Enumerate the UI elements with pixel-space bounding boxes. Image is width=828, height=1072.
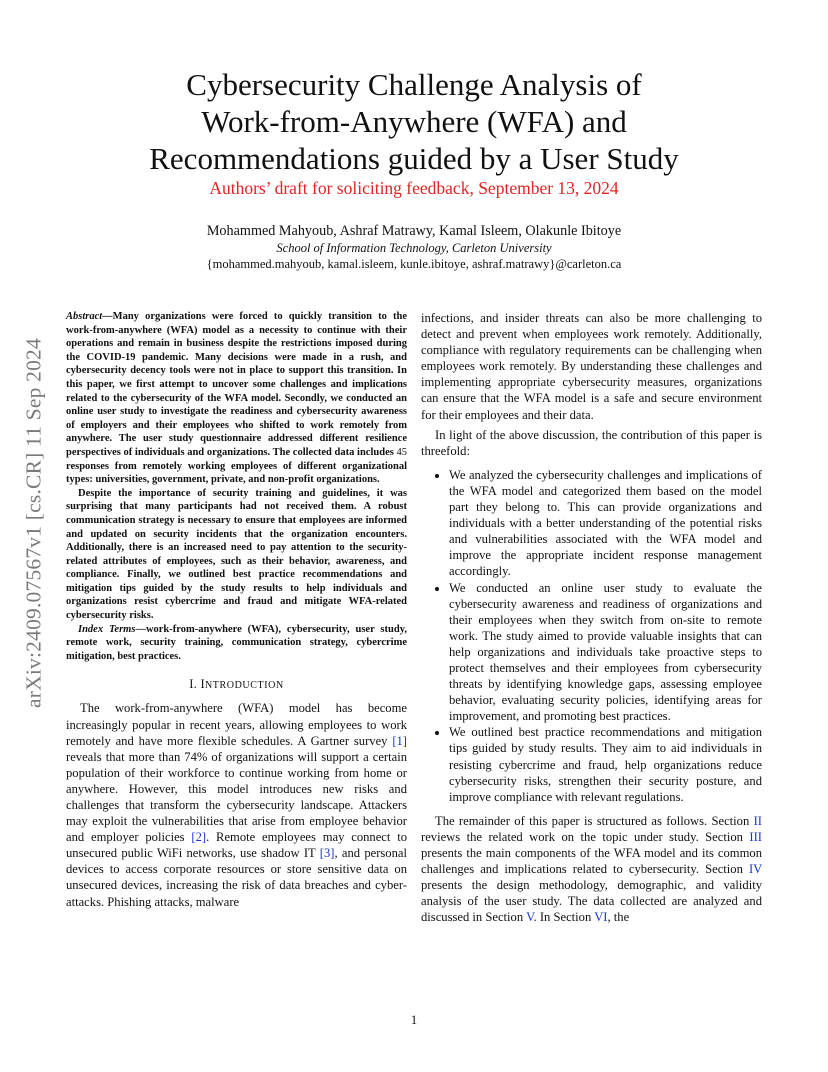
intro-text: The work-from-anywhere (WFA) model has become increasingly popular in recent years, allowing employees to work remotely and have more flexible schedules. A Gartner survey xyxy=(66,701,407,748)
title-line: Cybersecurity Challenge Analysis of xyxy=(186,67,642,102)
draft-subtitle: Authors’ draft for soliciting feedback, September 13, 2024 xyxy=(209,178,619,198)
left-column xyxy=(66,310,407,910)
list-item: • We outlined best practice recommendations and mitigation tips guided by study results. They aim to aid individuals in resisting cybercrime and fraud, help organizations reduce cybersecurity risks, strengthen their security posture, and improve compliance with relevant regulations. xyxy=(449,724,762,804)
intro-paragraph xyxy=(66,700,407,909)
page-number: 1 xyxy=(410,1013,418,1027)
abstract-text: responses from remotely working employees of different organizational types: universities, government, private, and non-profit organizations. xyxy=(66,460,407,486)
citation-link[interactable]: [3] xyxy=(319,846,335,861)
structure-text: presents the main components of the WFA model and its common challenges and implications related to cybersecurity. Section xyxy=(421,846,762,877)
abstract-paragraph-1 xyxy=(66,310,407,487)
structure-text: reviews the related work on the topic under study. Section xyxy=(421,829,750,844)
response-count: 45 xyxy=(396,446,407,458)
abstract-dash: — xyxy=(102,311,113,322)
citation-link[interactable]: [2] xyxy=(191,830,207,845)
section-link[interactable]: VI xyxy=(594,910,608,925)
title-line: Work-from-Anywhere (WFA) and xyxy=(201,104,627,139)
contribution-list xyxy=(421,467,762,805)
structure-text: . In Section xyxy=(533,910,595,925)
index-terms-label: Index Terms xyxy=(78,623,136,635)
intro-text: , and personal devices to access corporate resources or store sensitive data on unsecured devices, increasing the risk of data breaches and cyber-attacks. Phishing attacks, malware xyxy=(66,846,407,909)
author-emails: {mohammed.mahyoub, kamal.isleem, kunle.ibitoye, ashraf.matrawy}@carleton.ca xyxy=(206,257,622,271)
contribution-intro: In light of the above discussion, the contribution of this paper is threefold: xyxy=(421,427,762,458)
right-column xyxy=(421,310,762,925)
paper-header xyxy=(80,66,748,273)
citation-link[interactable]: [1] xyxy=(392,733,407,748)
list-item: • We analyzed the cybersecurity challenges and implications of the WFA model and categorized them based on the model part they belong to. This can provide organizations and individuals with a better understanding of the potential risks and vulnerabilities associated with the WFA model and improve the appropriate incident response management accordingly. xyxy=(449,467,762,580)
abstract-label: Abstract xyxy=(66,311,103,322)
intro-continuation: infections, and insider threats can also be more challenging to detect and prevent when employees work remotely. Additionally, compliance with regulatory requirements can be challenging when employees work remotely. By understanding these challenges and implementing appropriate cybersecurity measures, organizations can ensure that the WFA model is a safe and secure environment for their employees and their data. xyxy=(421,311,762,422)
abstract-paragraph-2: Despite the importance of security training and guidelines, it was surprising that many participants had not received them. A robust communication strategy is necessary to ensure that employees are informed and updated on security incidents that the organization encounters. Additionally, there is an increased need to pay attention to the security-related attributes of employees, such as their behavior, awareness, and compliance. Finally, we outlined best practice recommendations and mitigation tips guided by the study results to help individuals and organizations resist cybercrime and fraud and mitigate WFA-related cybersecurity risks. xyxy=(66,487,407,622)
structure-text: presents the design methodology, demographic, and validity analysis of the user study. The data collected are analyzed and discussed in Section xyxy=(421,878,762,925)
index-terms xyxy=(66,623,407,664)
affiliation: School of Information Technology, Carleton University xyxy=(276,241,552,255)
index-terms-text: work-from-anywhere (WFA), cybersecurity, user study, remote work, security training, communication strategy, cybercrime mitigation, best practices. xyxy=(66,623,407,662)
section-link[interactable]: II xyxy=(753,813,762,828)
section-link[interactable]: V xyxy=(526,910,534,925)
author-list: Mohammed Mahyoub, Ashraf Matrawy, Kamal Isleem, Olakunle Ibitoye xyxy=(206,223,622,239)
index-terms-dash: — xyxy=(135,623,146,635)
intro-text: . Remote employees may connect to unsecured public WiFi networks, use shadow IT xyxy=(66,830,408,861)
structure-text: The remainder of this paper is structured as follows. Section xyxy=(435,813,754,828)
section-numeral: I. xyxy=(189,677,201,692)
structure-paragraph xyxy=(421,813,762,926)
arxiv-sidebar xyxy=(14,288,54,758)
section-heading-introduction xyxy=(66,677,407,692)
paper-title xyxy=(80,66,748,177)
list-item: • We conducted an online user study to evaluate the cybersecurity awareness and readiness of organizations and their employees when they switch from on-site to remote work. The study aimed to provide valuable insights that can help organizations and individuals take proactive steps to protect themselves and their employees from cybersecurity threats by identifying knowledge gaps, assessing employee behavior, evaluating security policies, identifying areas for improvement, and promoting best practices. xyxy=(449,580,762,725)
section-link[interactable]: III xyxy=(749,829,762,844)
section-link[interactable]: IV xyxy=(748,862,762,877)
title-line: Recommendations guided by a User Study xyxy=(149,141,679,176)
structure-text: , the xyxy=(607,910,630,925)
abstract-text: Many organizations were forced to quickly transition to the work-from-anywhere (WFA) model as a necessity to continue with their operations and remain in business despite the restrictions imposed during the COVID-19 pandemic. Many decisions were made in a rush, and cybersecurity decency tools were not in place to support this transition. In this paper, we first attempt to uncover some challenges and implications related to the cybersecurity of the WFA model. Secondly, we conducted an online user study to investigate the readiness and cybersecurity awareness of employers and their employees who shifted to work remotely from anywhere. The user study questionnaire addressed different resilience perspectives of individuals and organizations. The collected data includes xyxy=(66,311,407,458)
intro-text: reveals that more than 74% of organizations will support a certain population of their workforce to continue working from home or anywhere. However, this model introduces new risks and challenges that transform the cybersecurity landscape. Attackers may exploit the vulnerabilities that arise from employee behavior and employer policies xyxy=(66,749,407,845)
section-title-initial: I xyxy=(200,677,205,692)
section-title-rest: NTRODUCTION xyxy=(204,680,284,692)
arxiv-identifier: arXiv:2409.07567v1 [cs.CR] 11 Sep 2024 xyxy=(21,338,46,708)
